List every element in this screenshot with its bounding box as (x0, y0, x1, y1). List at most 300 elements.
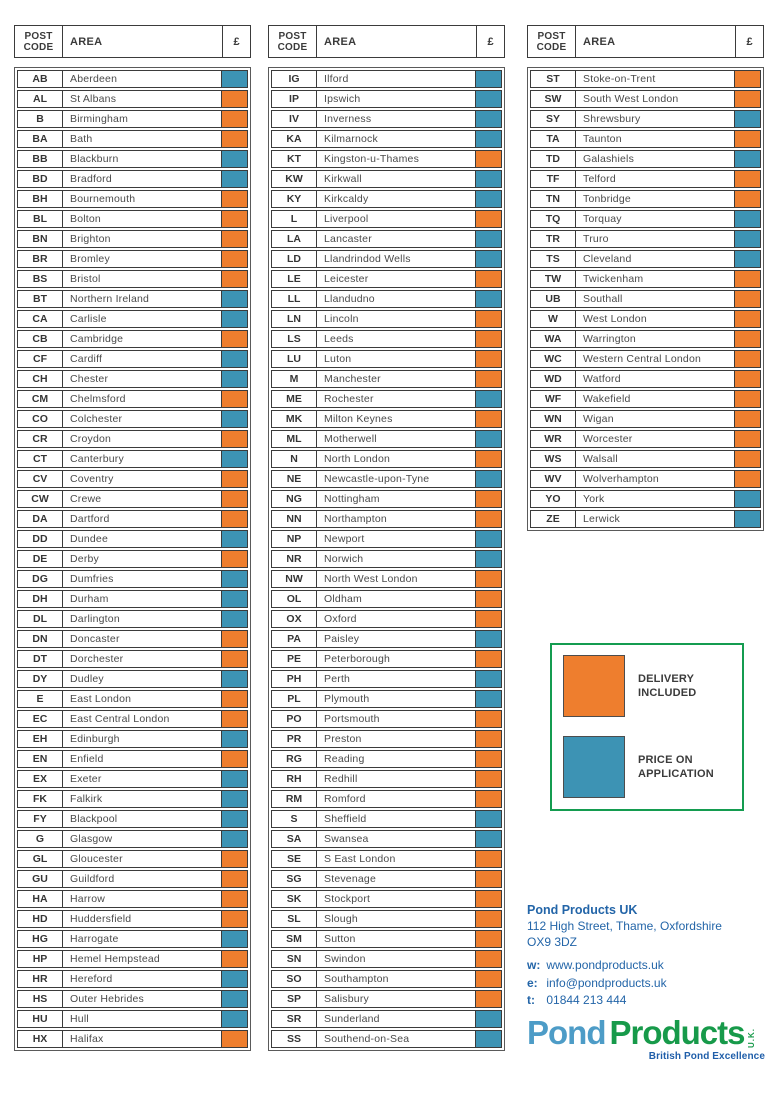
postcode-cell: BH (18, 191, 63, 207)
table-row (17, 1010, 248, 1028)
postcode-cell: CR (18, 431, 63, 447)
price-cell-delivery-included (221, 631, 247, 647)
postcode-cell: AL (18, 91, 63, 107)
area-cell: Stoke-on-Trent (583, 73, 656, 85)
website-link[interactable]: www.pondproducts.uk (546, 958, 664, 972)
postcode-cell: DA (18, 511, 63, 527)
table-row (17, 970, 248, 988)
price-cell-delivery-included (734, 411, 760, 427)
price-on-application-label: PRICE ON APPLICATION (638, 754, 714, 780)
table-row (530, 90, 761, 108)
table-row (17, 350, 248, 368)
postcode-cell: BN (18, 231, 63, 247)
price-cell-price-on-application (221, 351, 247, 367)
area-cell: Bath (70, 133, 93, 145)
area-cell: Edinburgh (70, 733, 120, 745)
table-row (17, 210, 248, 228)
table-row (17, 790, 248, 808)
legend (550, 643, 744, 811)
table-row (271, 830, 502, 848)
table-row (271, 230, 502, 248)
price-cell-delivery-included (221, 211, 247, 227)
price-cell-price-on-application (475, 811, 501, 827)
table-row (271, 990, 502, 1008)
postcode-cell: PO (272, 711, 317, 727)
table-row (271, 490, 502, 508)
price-cell-delivery-included (475, 311, 501, 327)
table-header (527, 25, 764, 58)
area-cell: Dumfries (70, 573, 114, 585)
price-cell-delivery-included (734, 71, 760, 87)
postcode-cell: LN (272, 311, 317, 327)
postcode-cell: FK (18, 791, 63, 807)
price-cell-price-on-application (221, 791, 247, 807)
area-cell: Hereford (70, 973, 113, 985)
price-cell-price-on-application (734, 211, 760, 227)
area-cell: Brighton (70, 233, 111, 245)
price-cell-delivery-included (475, 871, 501, 887)
table-row (17, 570, 248, 588)
area-cell: Wakefield (583, 393, 631, 405)
table-row (271, 90, 502, 108)
area-cell: Birmingham (70, 113, 129, 125)
header-area: AREA (583, 35, 616, 48)
table-body (14, 67, 251, 1051)
price-cell-price-on-application (475, 391, 501, 407)
price-cell-price-on-application (734, 111, 760, 127)
price-cell-delivery-included (734, 91, 760, 107)
table-row (530, 430, 761, 448)
postcode-cell: NR (272, 551, 317, 567)
table-row (271, 110, 502, 128)
table-row (271, 810, 502, 828)
table-row (271, 210, 502, 228)
area-cell: West London (583, 313, 647, 325)
area-cell: Peterborough (324, 653, 391, 665)
table-row (17, 90, 248, 108)
postcode-cell: RM (272, 791, 317, 807)
header-postcode-line1: POST (278, 30, 307, 42)
table-row (17, 850, 248, 868)
header-postcode-line2: CODE (536, 41, 567, 53)
postcode-cell: OX (272, 611, 317, 627)
table-row (530, 130, 761, 148)
postcode-cell: DN (18, 631, 63, 647)
address-line-1: 112 High Street, Thame, Oxfordshire (527, 919, 722, 933)
price-cell-price-on-application (475, 531, 501, 547)
area-cell: Perth (324, 673, 351, 685)
postcode-cell: SS (272, 1031, 317, 1047)
price-cell-price-on-application (475, 91, 501, 107)
table-row (271, 610, 502, 628)
email-link[interactable]: info@pondproducts.uk (546, 975, 667, 990)
area-cell: Wolverhampton (583, 473, 659, 485)
postcode-cell: DG (18, 571, 63, 587)
postcode-cell: TW (531, 271, 576, 287)
price-cell-delivery-included (475, 151, 501, 167)
postcode-cell: W (531, 311, 576, 327)
postcode-cell: KT (272, 151, 317, 167)
logo-text-products: Products (609, 1014, 745, 1051)
postcode-cell: DY (18, 671, 63, 687)
area-cell: Harrogate (70, 933, 119, 945)
table-body (527, 67, 764, 531)
table-row (271, 370, 502, 388)
area-cell: Dartford (70, 513, 110, 525)
price-cell-delivery-included (475, 651, 501, 667)
area-cell: Cambridge (70, 333, 124, 345)
postcode-cell: CM (18, 391, 63, 407)
area-cell: Swindon (324, 953, 366, 965)
area-cell: Dudley (70, 673, 104, 685)
price-cell-price-on-application (221, 611, 247, 627)
postcode-cell: GU (18, 871, 63, 887)
area-cell: Manchester (324, 373, 381, 385)
area-cell: Shrewsbury (583, 113, 641, 125)
price-cell-price-on-application (475, 291, 501, 307)
area-cell: East Central London (70, 713, 170, 725)
postcode-cell: CW (18, 491, 63, 507)
postcode-cell: YO (531, 491, 576, 507)
area-cell: Oxford (324, 613, 357, 625)
price-cell-price-on-application (475, 551, 501, 567)
postcode-cell: HD (18, 911, 63, 927)
area-cell: Paisley (324, 633, 360, 645)
phone-line (527, 992, 779, 1010)
area-cell: Galashiels (583, 153, 635, 165)
table-row (530, 410, 761, 428)
area-cell: Ipswich (324, 93, 361, 105)
header-postcode (15, 26, 63, 57)
table-row (271, 730, 502, 748)
postcode-cell: EX (18, 771, 63, 787)
price-cell-delivery-included (475, 731, 501, 747)
price-cell-price-on-application (221, 531, 247, 547)
price-cell-delivery-included (221, 271, 247, 287)
postcode-table-2 (268, 25, 505, 1051)
price-cell-price-on-application (221, 831, 247, 847)
postcode-cell: HU (18, 1011, 63, 1027)
logo-tagline: British Pond Excellence (648, 1051, 765, 1062)
postcode-cell: KA (272, 131, 317, 147)
header-postcode (528, 26, 576, 57)
area-cell: Oldham (324, 593, 362, 605)
postcode-cell: NN (272, 511, 317, 527)
price-cell-delivery-included (221, 491, 247, 507)
price-cell-price-on-application (221, 671, 247, 687)
price-cell-delivery-included (221, 891, 247, 907)
postcode-cell: EC (18, 711, 63, 727)
postcode-cell: WF (531, 391, 576, 407)
postcode-cell: SR (272, 1011, 317, 1027)
postcode-cell: CH (18, 371, 63, 387)
area-cell: Kingston-u-Thames (324, 153, 420, 165)
table-row (271, 310, 502, 328)
area-cell: Northern Ireland (70, 293, 150, 305)
postcode-cell: BD (18, 171, 63, 187)
postcode-cell: PE (272, 651, 317, 667)
area-cell: Kirkcaldy (324, 193, 369, 205)
area-cell: Leeds (324, 333, 354, 345)
area-cell: Halifax (70, 1033, 104, 1045)
area-cell: Crewe (70, 493, 102, 505)
area-cell: Leicester (324, 273, 369, 285)
price-cell-price-on-application (475, 691, 501, 707)
area-cell: Worcester (583, 433, 633, 445)
price-cell-delivery-included (221, 551, 247, 567)
postcode-cell: LE (272, 271, 317, 287)
table-row (271, 590, 502, 608)
area-cell: Huddersfield (70, 913, 132, 925)
postcode-cell: SE (272, 851, 317, 867)
table-row (17, 730, 248, 748)
price-cell-delivery-included (475, 371, 501, 387)
price-cell-price-on-application (221, 571, 247, 587)
area-cell: Watford (583, 373, 621, 385)
area-cell: Sunderland (324, 1013, 380, 1025)
table-row (17, 630, 248, 648)
price-cell-price-on-application (221, 1011, 247, 1027)
price-cell-delivery-included (221, 111, 247, 127)
price-cell-delivery-included (475, 891, 501, 907)
price-cell-price-on-application (475, 631, 501, 647)
table-row (17, 750, 248, 768)
table-row (271, 390, 502, 408)
price-cell-delivery-included (734, 431, 760, 447)
price-cell-delivery-included (221, 851, 247, 867)
price-cell-delivery-included (475, 351, 501, 367)
area-cell: Motherwell (324, 433, 377, 445)
price-cell-delivery-included (734, 371, 760, 387)
price-cell-delivery-included (475, 771, 501, 787)
postcode-cell: SG (272, 871, 317, 887)
price-cell-delivery-included (475, 271, 501, 287)
area-cell: Northampton (324, 513, 387, 525)
table-row (271, 550, 502, 568)
postcode-cell: TA (531, 131, 576, 147)
postcode-cell: DT (18, 651, 63, 667)
postcode-cell: CF (18, 351, 63, 367)
header-postcode-line2: CODE (23, 41, 54, 53)
table-row (271, 630, 502, 648)
contact-lines (527, 957, 779, 1010)
price-cell-delivery-included (475, 991, 501, 1007)
postcode-cell: SN (272, 951, 317, 967)
area-cell: Hull (70, 1013, 89, 1025)
price-cell-delivery-included (221, 951, 247, 967)
price-cell-price-on-application (475, 111, 501, 127)
table-row (17, 290, 248, 308)
table-row (17, 770, 248, 788)
area-cell: Derby (70, 553, 100, 565)
postcode-cell: NG (272, 491, 317, 507)
area-cell: Liverpool (324, 213, 369, 225)
price-cell-delivery-included (475, 711, 501, 727)
postcode-cell: IV (272, 111, 317, 127)
area-cell: Gloucester (70, 853, 123, 865)
price-cell-delivery-included (734, 311, 760, 327)
postcode-cell: SY (531, 111, 576, 127)
postcode-cell: ML (272, 431, 317, 447)
header-price: £ (476, 26, 504, 57)
postcode-cell: LU (272, 351, 317, 367)
postcode-cell: CV (18, 471, 63, 487)
table-row (17, 230, 248, 248)
area-cell: Newport (324, 533, 365, 545)
postcode-cell: KW (272, 171, 317, 187)
price-cell-price-on-application (475, 231, 501, 247)
postcode-cell: WC (531, 351, 576, 367)
table-row (271, 170, 502, 188)
price-cell-delivery-included (734, 291, 760, 307)
table-row (271, 70, 502, 88)
area-cell: Salisbury (324, 993, 369, 1005)
table-row (271, 930, 502, 948)
postcode-cell: MK (272, 411, 317, 427)
table-row (17, 890, 248, 908)
price-cell-delivery-included (221, 231, 247, 247)
price-cell-delivery-included (475, 911, 501, 927)
price-cell-price-on-application (475, 471, 501, 487)
area-cell: Warrington (583, 333, 636, 345)
price-cell-delivery-included (221, 651, 247, 667)
price-cell-price-on-application (221, 411, 247, 427)
price-cell-delivery-included (221, 871, 247, 887)
postcode-cell: SL (272, 911, 317, 927)
area-cell: Telford (583, 173, 616, 185)
table-row (530, 390, 761, 408)
price-cell-price-on-application (475, 431, 501, 447)
postcode-cell: TQ (531, 211, 576, 227)
area-cell: Darlington (70, 613, 120, 625)
postcode-cell: HA (18, 891, 63, 907)
table-row (530, 170, 761, 188)
table-row (17, 930, 248, 948)
area-cell: St Albans (70, 93, 117, 105)
price-cell-delivery-included (475, 511, 501, 527)
website-prefix: w: (527, 958, 541, 972)
price-cell-delivery-included (475, 971, 501, 987)
postcode-cell: CA (18, 311, 63, 327)
postcode-table-1 (14, 25, 251, 1051)
legend-item-price-on-application (563, 736, 742, 798)
price-cell-delivery-included (221, 471, 247, 487)
area-cell: Stevenage (324, 873, 377, 885)
postcode-cell: SA (272, 831, 317, 847)
area-cell: Lerwick (583, 513, 620, 525)
postcode-cell: PH (272, 671, 317, 687)
table-row (271, 270, 502, 288)
company-name: Pond Products UK (527, 903, 638, 917)
header-area: AREA (70, 35, 103, 48)
price-cell-price-on-application (221, 311, 247, 327)
postcode-cell: ME (272, 391, 317, 407)
table-header (268, 25, 505, 58)
price-cell-price-on-application (734, 251, 760, 267)
price-cell-delivery-included (734, 191, 760, 207)
table-row (17, 810, 248, 828)
area-cell: Kilmarnock (324, 133, 378, 145)
price-cell-price-on-application (734, 151, 760, 167)
table-row (17, 710, 248, 728)
postcode-cell: S (272, 811, 317, 827)
table-row (17, 450, 248, 468)
price-cell-price-on-application (221, 371, 247, 387)
postcode-cell: DE (18, 551, 63, 567)
area-cell: Colchester (70, 413, 123, 425)
area-cell: Bristol (70, 273, 101, 285)
table-row (17, 70, 248, 88)
price-cell-delivery-included (475, 931, 501, 947)
postcode-cell: TF (531, 171, 576, 187)
price-cell-delivery-included (221, 1031, 247, 1047)
table-row (17, 390, 248, 408)
table-row (17, 470, 248, 488)
table-row (17, 130, 248, 148)
postcode-cell: DD (18, 531, 63, 547)
price-cell-delivery-included (221, 91, 247, 107)
price-cell-price-on-application (475, 131, 501, 147)
postcode-cell: HP (18, 951, 63, 967)
table-row (530, 490, 761, 508)
area-cell: Bolton (70, 213, 101, 225)
area-cell: Plymouth (324, 693, 370, 705)
area-cell: Enfield (70, 753, 104, 765)
price-cell-price-on-application (221, 731, 247, 747)
postcode-cell: HG (18, 931, 63, 947)
area-cell: Inverness (324, 113, 372, 125)
postcode-cell: NP (272, 531, 317, 547)
price-cell-delivery-included (734, 131, 760, 147)
area-cell: Sutton (324, 933, 356, 945)
table-row (530, 270, 761, 288)
postcode-cell: WR (531, 431, 576, 447)
table-row (271, 1010, 502, 1028)
area-cell: Luton (324, 353, 352, 365)
postcode-cell: HX (18, 1031, 63, 1047)
postcode-cell: NE (272, 471, 317, 487)
postcode-cell: NW (272, 571, 317, 587)
price-cell-price-on-application (221, 771, 247, 787)
price-cell-price-on-application (221, 591, 247, 607)
header-area: AREA (324, 35, 357, 48)
table-row (17, 250, 248, 268)
area-cell: Sheffield (324, 813, 367, 825)
area-cell: North London (324, 453, 391, 465)
postcode-cell: PR (272, 731, 317, 747)
table-body (268, 67, 505, 1051)
table-row (271, 870, 502, 888)
table-row (271, 510, 502, 528)
postcode-cell: LS (272, 331, 317, 347)
postcode-cell: KY (272, 191, 317, 207)
legend-item-delivery-included (563, 655, 742, 717)
table-row (271, 750, 502, 768)
price-cell-delivery-included (734, 471, 760, 487)
area-cell: Southampton (324, 973, 389, 985)
table-row (271, 410, 502, 428)
area-cell: Slough (324, 913, 358, 925)
postcode-cell: WV (531, 471, 576, 487)
price-cell-delivery-included (475, 491, 501, 507)
price-cell-price-on-application (734, 511, 760, 527)
postcode-cell: LL (272, 291, 317, 307)
header-price: £ (222, 26, 250, 57)
postcode-cell: SP (272, 991, 317, 1007)
postcode-cell: TS (531, 251, 576, 267)
area-cell: Newcastle-upon-Tyne (324, 473, 430, 485)
table-row (17, 1030, 248, 1048)
